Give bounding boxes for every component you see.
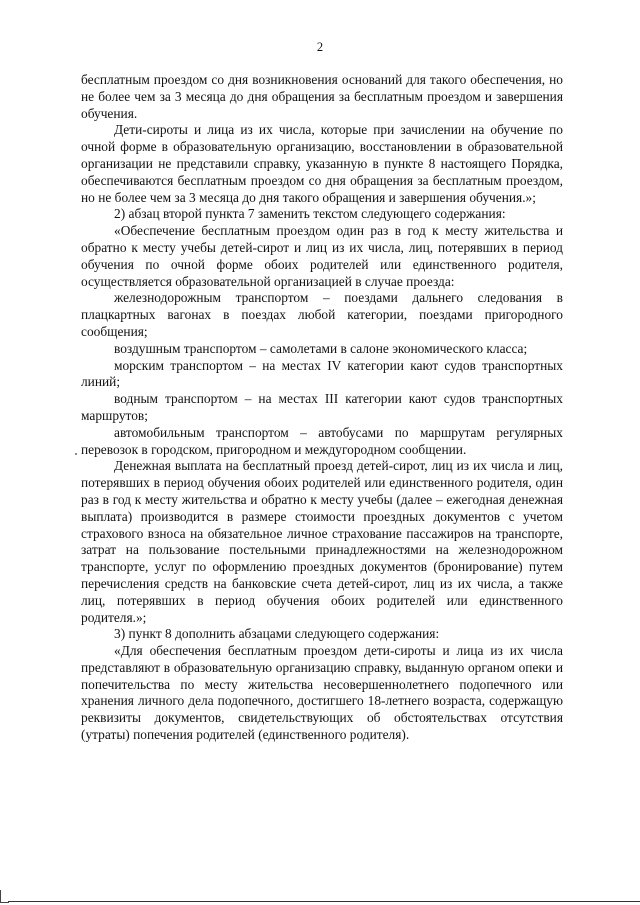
scan-artifact-dot xyxy=(75,453,77,455)
paragraph: 3) пункт 8 дополнить абзацами следующего содержания: xyxy=(114,626,440,642)
paragraph: Денежная выплата на бесплатный проезд детей-сирот, лиц из их числа и лиц, потерявших в период обучения обоих родителей или единственного родителя, один раз в год к месту жительства и обратно к месту учебы (далее – ежегодная денежная выплата) производится в размере стоимости проездных документов с учетом страхового взноса на обязательное личное страхование пассажиров на транспорте, затрат на пользование постельными принадлежностями на железнодорожном транспорте, услуг по оформлению проездных документов (бронирование) путем перечисления средств на банковские счета детей-сирот, лиц из их числа, а также лиц, потерявших в период обучения обоих родителей или единственного родителя.»; xyxy=(81,458,563,625)
page-number: 2 xyxy=(316,40,324,54)
paragraph: Дети-сироты и лица из их числа, которые при зачислении на обучение по очной форме в образовательную организацию, восстановлении в образовательной организации не представили справку, указанную в пункте 8 настоящего Порядка, обеспечиваются бесплатным проездом со дня обращения за бесплатным проездом, но не более чем за 3 месяца до дня такого обращения и завершения обучения.»; xyxy=(81,122,563,205)
paragraph: «Обеспечение бесплатным проездом один раз в год к месту жительства и обратно к месту учебы детей-сирот и лиц из их числа, лиц, потерявших в период обучения по очной форме обоих родителей или единственного родителя, осуществляется образовательной организацией в случае проезда: xyxy=(81,223,563,289)
scan-edge-bottom xyxy=(8,901,640,902)
paragraph: морским транспортом – на местах IV категории кают судов транспортных линий; xyxy=(81,357,563,390)
paragraph: бесплатным проездом со дня возникновения оснований для такого обеспечения, но не более чем за 3 месяца до дня обращения за бесплатным проездом и завершения обучения. xyxy=(81,72,563,121)
paragraph: железнодорожным транспортом – поездами дальнего следования в плацкартных вагонах в поездах любой категории, поездами пригородного сообщения; xyxy=(81,290,563,339)
document-body xyxy=(81,72,563,744)
paragraph: автомобильным транспортом – автобусами по маршрутам регулярных перевозок в городском, пригородном и междугородном сообщении. xyxy=(81,424,563,457)
paragraph: «Для обеспечения бесплатным проездом дети-сироты и лица из их числа представляют в образовательную организацию справку, выданную органом опеки и попечительства по месту жительства несовершеннолетнего подопечного или хранения личного дела подопечного, достигшего 18-летнего возраста, содержащую реквизиты документов, свидетельствующих об обстоятельствах отсутствия (утраты) попечения родителей (единственного родителя). xyxy=(81,643,563,743)
paragraph: водным транспортом – на местах III категории кают судов транспортных маршрутов; xyxy=(81,391,563,423)
paragraph: 2) абзац второй пункта 7 заменить текстом следующего содержания: xyxy=(114,206,506,222)
paragraph: воздушным транспортом – самолетами в салоне экономического класса; xyxy=(114,340,528,356)
